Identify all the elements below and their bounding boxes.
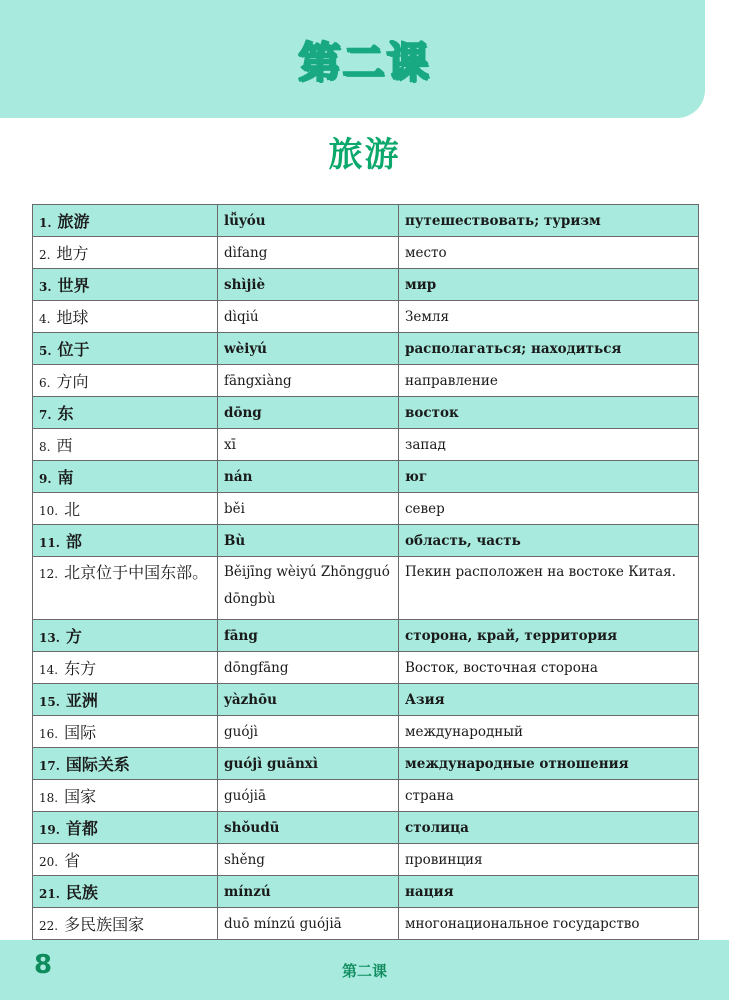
chinese-word: 南 [57, 468, 74, 487]
chinese-word: 西 [56, 436, 73, 455]
table-row [33, 525, 699, 557]
table-row [33, 365, 699, 397]
pinyin-cell: shǒudū [218, 812, 399, 844]
pinyin-cell: dōng [218, 397, 399, 429]
table-row [33, 620, 699, 652]
chinese-word: 方 [65, 627, 82, 646]
word-cell [33, 876, 218, 908]
table-row [33, 493, 699, 525]
translation-cell: место [399, 237, 699, 269]
pinyin-cell: nán [218, 461, 399, 493]
table-row [33, 237, 699, 269]
word-cell [33, 716, 218, 748]
translation-cell: располагаться; находиться [399, 333, 699, 365]
translation-cell: мир [399, 269, 699, 301]
footer-title: 第二课 [341, 962, 387, 980]
translation-cell: нация [399, 876, 699, 908]
pinyin-cell: fāngxiàng [218, 365, 399, 397]
word-cell [33, 652, 218, 684]
translation-cell: многонациональное государство [399, 908, 699, 940]
row-number: 7. [39, 408, 52, 422]
word-cell [33, 908, 218, 940]
translation-cell: путешествовать; туризм [399, 205, 699, 237]
row-number: 21. [39, 887, 60, 901]
pinyin-cell: běi [218, 493, 399, 525]
table-row [33, 429, 699, 461]
row-number: 14. [39, 663, 59, 677]
word-cell [33, 237, 218, 269]
table-row [33, 748, 699, 780]
vocabulary-table [32, 204, 699, 940]
chinese-word: 地球 [56, 308, 89, 327]
pinyin-cell: mínzú [218, 876, 399, 908]
word-cell [33, 301, 218, 333]
pinyin-cell: guójiā [218, 780, 399, 812]
word-cell [33, 780, 218, 812]
row-number: 6. [39, 376, 51, 390]
row-number: 18. [39, 791, 59, 805]
table-row [33, 716, 699, 748]
row-number: 9. [39, 472, 52, 486]
translation-cell: Земля [399, 301, 699, 333]
row-number: 15. [39, 695, 60, 709]
translation-cell: сторона, край, территория [399, 620, 699, 652]
row-number: 19. [39, 823, 60, 837]
pinyin-cell: Bù [218, 525, 399, 557]
chinese-word: 世界 [57, 276, 90, 295]
pinyin-cell: guójì guānxì [218, 748, 399, 780]
word-cell [33, 429, 218, 461]
translation-cell: область, часть [399, 525, 699, 557]
chinese-word: 地方 [56, 244, 89, 263]
translation-cell: Восток, восточная сторона [399, 652, 699, 684]
chinese-word: 首都 [65, 819, 98, 838]
translation-cell: международные отношения [399, 748, 699, 780]
pinyin-cell: yàzhōu [218, 684, 399, 716]
table-row [33, 333, 699, 365]
lesson-title: 第二课 [298, 38, 431, 87]
chinese-word: 方向 [56, 372, 89, 391]
pinyin-cell: dìqiú [218, 301, 399, 333]
table-row [33, 461, 699, 493]
chinese-word: 北京位于中国东部。 [64, 563, 209, 582]
chinese-word: 省 [64, 851, 81, 870]
table-row [33, 908, 699, 940]
chinese-word: 位于 [57, 340, 90, 359]
row-number: 22. [39, 919, 59, 933]
chinese-word: 旅游 [57, 212, 90, 231]
row-number: 13. [39, 631, 60, 645]
word-cell [33, 205, 218, 237]
word-cell [33, 557, 218, 620]
table-row [33, 684, 699, 716]
translation-cell: север [399, 493, 699, 525]
row-number: 11. [39, 536, 60, 550]
pinyin-cell: guójì [218, 716, 399, 748]
word-cell [33, 748, 218, 780]
pinyin-cell: duō mínzú guójiā [218, 908, 399, 940]
chinese-word: 亚洲 [65, 691, 98, 710]
row-number: 12. [39, 567, 59, 581]
page-number: 8 [34, 950, 53, 980]
word-cell [33, 461, 218, 493]
translation-cell: страна [399, 780, 699, 812]
pinyin-cell: xī [218, 429, 399, 461]
pinyin-cell: shěng [218, 844, 399, 876]
translation-cell: Азия [399, 684, 699, 716]
row-number: 5. [39, 344, 52, 358]
word-cell [33, 493, 218, 525]
row-number: 2. [39, 248, 51, 262]
row-number: 10. [39, 504, 59, 518]
table-row [33, 557, 699, 620]
row-number: 16. [39, 727, 59, 741]
pinyin-cell: shìjiè [218, 269, 399, 301]
chinese-word: 多民族国家 [64, 915, 145, 934]
table-row [33, 780, 699, 812]
row-number: 8. [39, 440, 51, 454]
translation-cell: юг [399, 461, 699, 493]
pinyin-cell: wèiyú [218, 333, 399, 365]
word-cell [33, 620, 218, 652]
translation-cell: Пекин расположен на востоке Китая. [399, 557, 699, 620]
chinese-word: 东 [57, 404, 74, 423]
row-number: 1. [39, 216, 52, 230]
chinese-word: 民族 [65, 883, 98, 902]
table-row [33, 844, 699, 876]
translation-cell: провинция [399, 844, 699, 876]
word-cell [33, 365, 218, 397]
row-number: 20. [39, 855, 59, 869]
pinyin-cell: lǚyóu [218, 205, 399, 237]
table-row [33, 397, 699, 429]
word-cell [33, 684, 218, 716]
row-number: 17. [39, 759, 60, 773]
word-cell [33, 397, 218, 429]
word-cell [33, 812, 218, 844]
translation-cell: международный [399, 716, 699, 748]
chinese-word: 国际关系 [65, 755, 130, 774]
pinyin-cell: fāng [218, 620, 399, 652]
chinese-word: 部 [65, 532, 82, 551]
vocabulary-title: 旅游 [328, 135, 401, 175]
table-row [33, 812, 699, 844]
word-cell [33, 525, 218, 557]
word-cell [33, 844, 218, 876]
translation-cell: запад [399, 429, 699, 461]
table-row [33, 205, 699, 237]
word-cell [33, 333, 218, 365]
chinese-word: 北 [64, 500, 81, 519]
chinese-word: 国际 [64, 723, 97, 742]
translation-cell: восток [399, 397, 699, 429]
pinyin-cell: dōngfāng [218, 652, 399, 684]
table-row [33, 876, 699, 908]
translation-cell: столица [399, 812, 699, 844]
row-number: 4. [39, 312, 51, 326]
table-row [33, 269, 699, 301]
table-row [33, 301, 699, 333]
word-cell [33, 269, 218, 301]
chinese-word: 东方 [64, 659, 97, 678]
translation-cell: направление [399, 365, 699, 397]
pinyin-cell: Běijīng wèiyú Zhōngguó dōngbù [218, 557, 399, 620]
chinese-word: 国家 [64, 787, 97, 806]
table-row [33, 652, 699, 684]
pinyin-cell: dìfang [218, 237, 399, 269]
row-number: 3. [39, 280, 52, 294]
